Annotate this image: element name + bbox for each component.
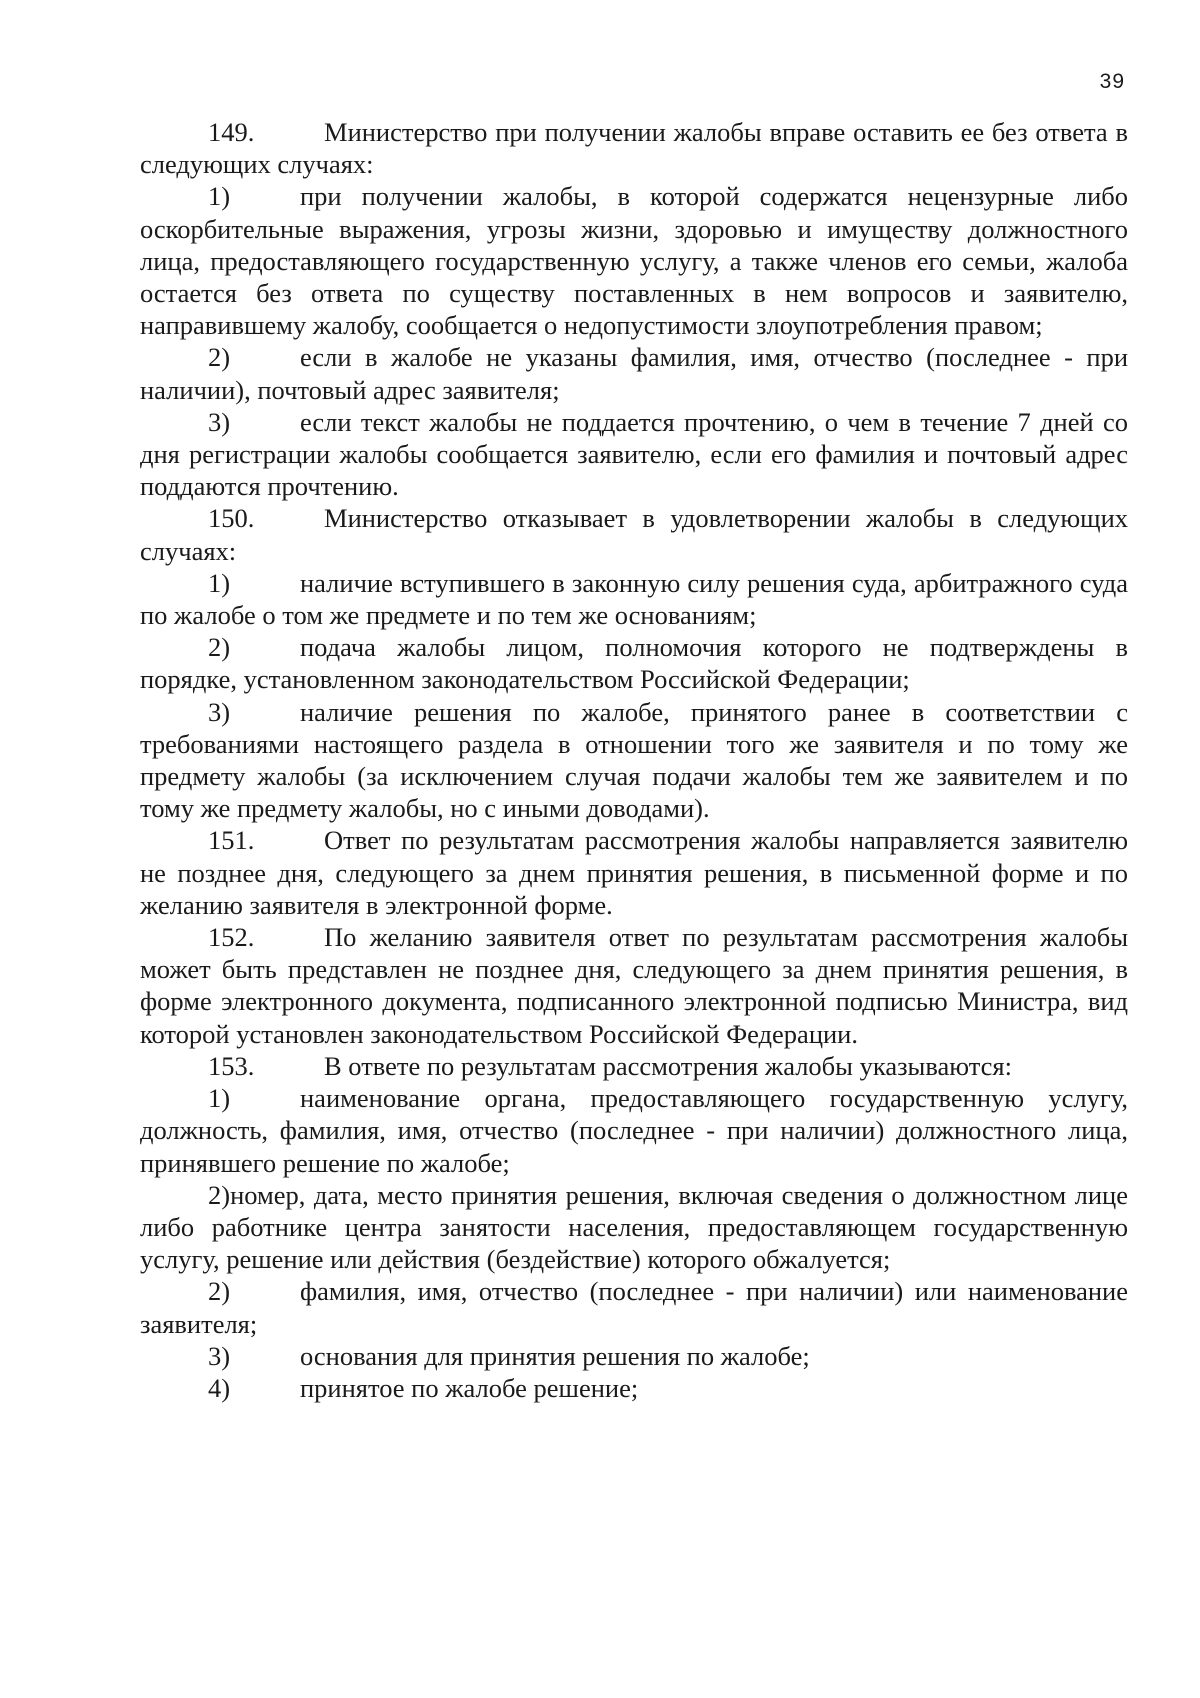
list-item: [140, 1372, 1128, 1404]
list-item: [140, 1340, 1128, 1372]
item-text: наличие вступившего в законную силу решения суда, арбитражного суда по жалобе о том же предмете и по тем же основаниям;: [140, 567, 1128, 631]
clause-text: По желанию заявителя ответ по результатам рассмотрения жалобы может быть представлен не позднее дня, следующего за днем принятия решения, в форме электронного документа, подписанного электронной подписью Министра, вид которой установлен законодательством Российской Федерации.: [140, 922, 1128, 1049]
item-text: при получении жалобы, в которой содержатся нецензурные либо оскорбительные выражения, угрозы жизни, здоровью и имуществу должностного лица, предоставляющего государственную услугу, а также членов его семьи, жалоба остается без ответа по существу поставленных в нем вопросов и заявителю, направившему жалобу, сообщается о недопустимости злоупотребления правом;: [140, 181, 1128, 341]
item-number: 3): [208, 406, 231, 437]
clause-149: [140, 116, 1128, 180]
item-text: основания для принятия решения по жалобе;: [300, 1340, 810, 1371]
list-item: [140, 406, 1128, 503]
item-number: 4): [208, 1372, 231, 1403]
item-text: если в жалобе не указаны фамилия, имя, отчество (последнее - при наличии), почтовый адрес заявителя;: [140, 342, 1128, 405]
clause-number: 150.: [208, 503, 255, 534]
list-item: [140, 696, 1128, 825]
list-item: [140, 341, 1128, 405]
list-item: [140, 1082, 1128, 1179]
list-item: [140, 631, 1128, 695]
item-number: 3): [208, 696, 231, 727]
item-text: принятое по жалобе решение;: [300, 1372, 639, 1403]
item-text: если текст жалобы не поддается прочтению, о чем в течение 7 дней со дня регистрации жалобы сообщается заявителю, если его фамилия и почтовый адрес поддаются прочтению.: [140, 406, 1128, 502]
clause-153: [140, 1050, 1128, 1082]
item-text: подача жалобы лицом, полномочия которого не подтверждены в порядке, установленном законодательством Российской Федерации;: [140, 632, 1128, 695]
item-text: номер, дата, место принятия решения, включая сведения о должностном лице либо работнике центра занятости населения, предоставляющем государственную услугу, решение или действия (бездействие) которого обжалуется;: [140, 1179, 1128, 1275]
document-body: [140, 116, 1128, 1404]
item-number: 3): [208, 1340, 231, 1371]
item-text: фамилия, имя, отчество (последнее - при наличии) или наименование заявителя;: [140, 1276, 1128, 1339]
clause-text: Ответ по результатам рассмотрения жалобы направляется заявителю не позднее дня, следующего за днем принятия решения, в письменной форме и по желанию заявителя в электронной форме.: [140, 825, 1128, 920]
clause-text: Министерство при получении жалобы вправе оставить ее без ответа в следующих случаях:: [140, 117, 1128, 180]
item-text: наличие решения по жалобе, принятого ранее в соответствии с требованиями настоящего раздела в отношении того же заявителя и по тому же предмету жалобы (за исключением случая подачи жалобы тем же заявителем и по тому же предмету жалобы, но с иными доводами).: [140, 696, 1128, 824]
page-number: 39: [1099, 70, 1125, 93]
item-number: 1): [208, 567, 231, 598]
clause-number: 153.: [208, 1050, 255, 1081]
list-item: [140, 180, 1128, 341]
item-number: 1): [208, 181, 231, 212]
item-number: 2): [208, 342, 231, 373]
item-number: 1): [208, 1083, 231, 1114]
list-item: [140, 1179, 1128, 1276]
clause-number: 152.: [208, 922, 255, 953]
clause-text: В ответе по результатам рассмотрения жалобы указываются:: [324, 1050, 1012, 1081]
clause-number: 151.: [208, 825, 255, 856]
item-number: 2): [208, 1276, 231, 1307]
clause-text: Министерство отказывает в удовлетворении жалобы в следующих случаях:: [140, 503, 1128, 566]
clause-150: [140, 502, 1128, 566]
clause-number: 149.: [208, 117, 255, 147]
item-text: наименование органа, предоставляющего государственную услугу, должность, фамилия, имя, отчество (последнее - при наличии) должностного лица, принявшего решение по жалобе;: [140, 1083, 1128, 1178]
clause-151: [140, 824, 1128, 921]
list-item: [140, 1275, 1128, 1339]
item-number: 2): [208, 632, 231, 663]
clause-152: [140, 921, 1128, 1050]
item-number: 2): [208, 1179, 231, 1210]
list-item: [140, 567, 1128, 631]
